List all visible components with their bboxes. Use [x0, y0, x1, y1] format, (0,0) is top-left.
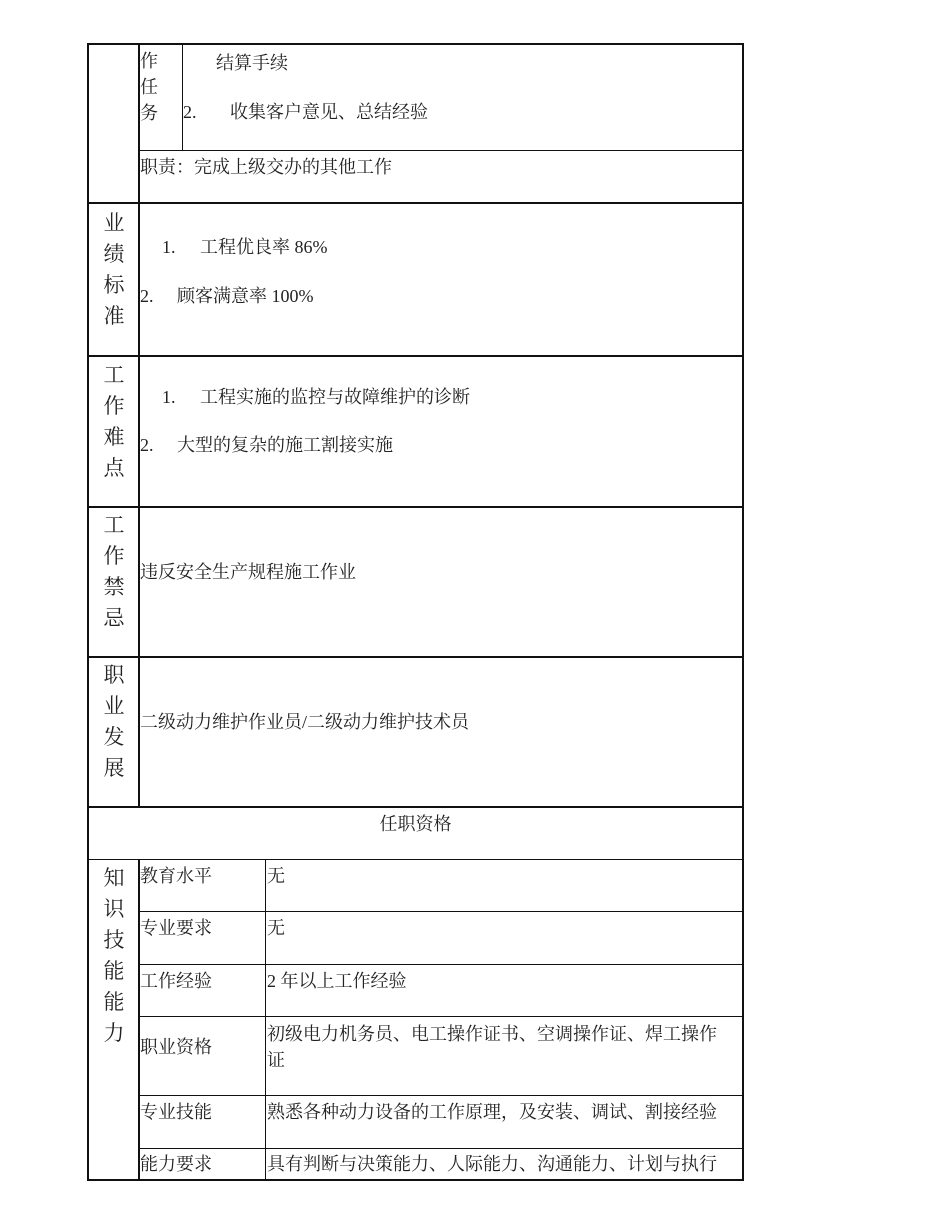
task-item-1-text: 结算手续: [216, 53, 288, 73]
performance-item-2-text: 顾客满意率 100%: [177, 286, 314, 306]
skill-value-major: 无: [267, 918, 285, 938]
skill-value-certification: 初级电力机务员、电工操作证书、空调操作证、焊工操作: [267, 1024, 717, 1044]
row-divider-skill-1: [138, 911, 744, 912]
row-divider-skill-2: [138, 964, 744, 965]
skill-value-experience: 2 年以上工作经验: [267, 971, 407, 991]
skill-value-professional: 熟悉各种动力设备的工作原理，及安装、调试、割接经验: [267, 1102, 717, 1122]
task-item-2-number: 2.: [183, 102, 197, 122]
difficulty-item-2-text: 大型的复杂的施工割接实施: [177, 435, 393, 455]
skill-key-certification: 职业资格: [140, 1037, 212, 1057]
task-side-char-3: 务: [140, 103, 158, 123]
skill-key-ability: 能力要求: [140, 1154, 212, 1174]
performance-item-1-number: 1.: [162, 237, 176, 257]
task-side-label: [140, 48, 180, 126]
duty-text: 职责：完成上级交办的其他工作: [140, 157, 392, 177]
task-side-char-2: 任: [140, 77, 158, 97]
qualification-header: 任职资格: [379, 814, 452, 834]
performance-item-1-text: 工程优良率 86%: [200, 237, 328, 257]
row-divider-difficulty: [87, 506, 744, 508]
difficulty-label: 工 作 难 点: [103, 363, 125, 480]
task-side-char-1: 作: [140, 51, 158, 71]
skill-key-education: 教育水平: [140, 866, 212, 886]
skill-value-ability: 具有判断与决策能力、人际能力、沟通能力、计划与执行: [267, 1154, 717, 1174]
difficulty-item-1-number: 1.: [162, 387, 176, 407]
performance-item-2-number: 2.: [140, 286, 154, 306]
row-divider-skill-4: [138, 1095, 744, 1096]
task-number-divider: [182, 43, 183, 151]
row-divider-task: [138, 150, 744, 151]
table-border-bottom: [87, 1179, 744, 1181]
difficulty-item-1-text: 工程实施的监控与故障维护的诊断: [200, 387, 470, 407]
difficulty-item-2-number: 2.: [140, 435, 154, 455]
table-border-left: [87, 43, 89, 1181]
taboo-text: 违反安全生产规程施工作业: [140, 562, 356, 582]
career-text: 二级动力维护作业员/二级动力维护技术员: [140, 712, 469, 732]
task-item-2-text: 收集客户意见、总结经验: [230, 102, 428, 122]
taboo-label: 工 作 禁 忌: [103, 513, 125, 630]
table-border-top: [87, 43, 744, 45]
performance-label: 业 绩 标 准: [103, 211, 125, 328]
row-divider-duty: [87, 202, 744, 204]
row-divider-skill-5: [138, 1148, 744, 1149]
career-label: 职 业 发 展: [103, 663, 125, 780]
row-divider-qualification: [87, 859, 744, 860]
skill-key-major: 专业要求: [140, 918, 212, 938]
label-column-divider-lower: [138, 859, 140, 1181]
skill-key-professional: 专业技能: [140, 1102, 212, 1122]
skills-key-divider: [265, 859, 266, 1181]
skill-key-experience: 工作经验: [140, 971, 212, 991]
skills-label: 知 识 技 能 能 力: [103, 866, 125, 1045]
skill-value-certification-line2: 证: [267, 1050, 285, 1070]
row-divider-skill-3: [138, 1016, 744, 1017]
table-border-right: [742, 43, 744, 1181]
skill-value-education: 无: [267, 866, 285, 886]
row-divider-performance: [87, 355, 744, 357]
row-divider-taboo: [87, 656, 744, 658]
row-divider-career: [87, 806, 744, 808]
